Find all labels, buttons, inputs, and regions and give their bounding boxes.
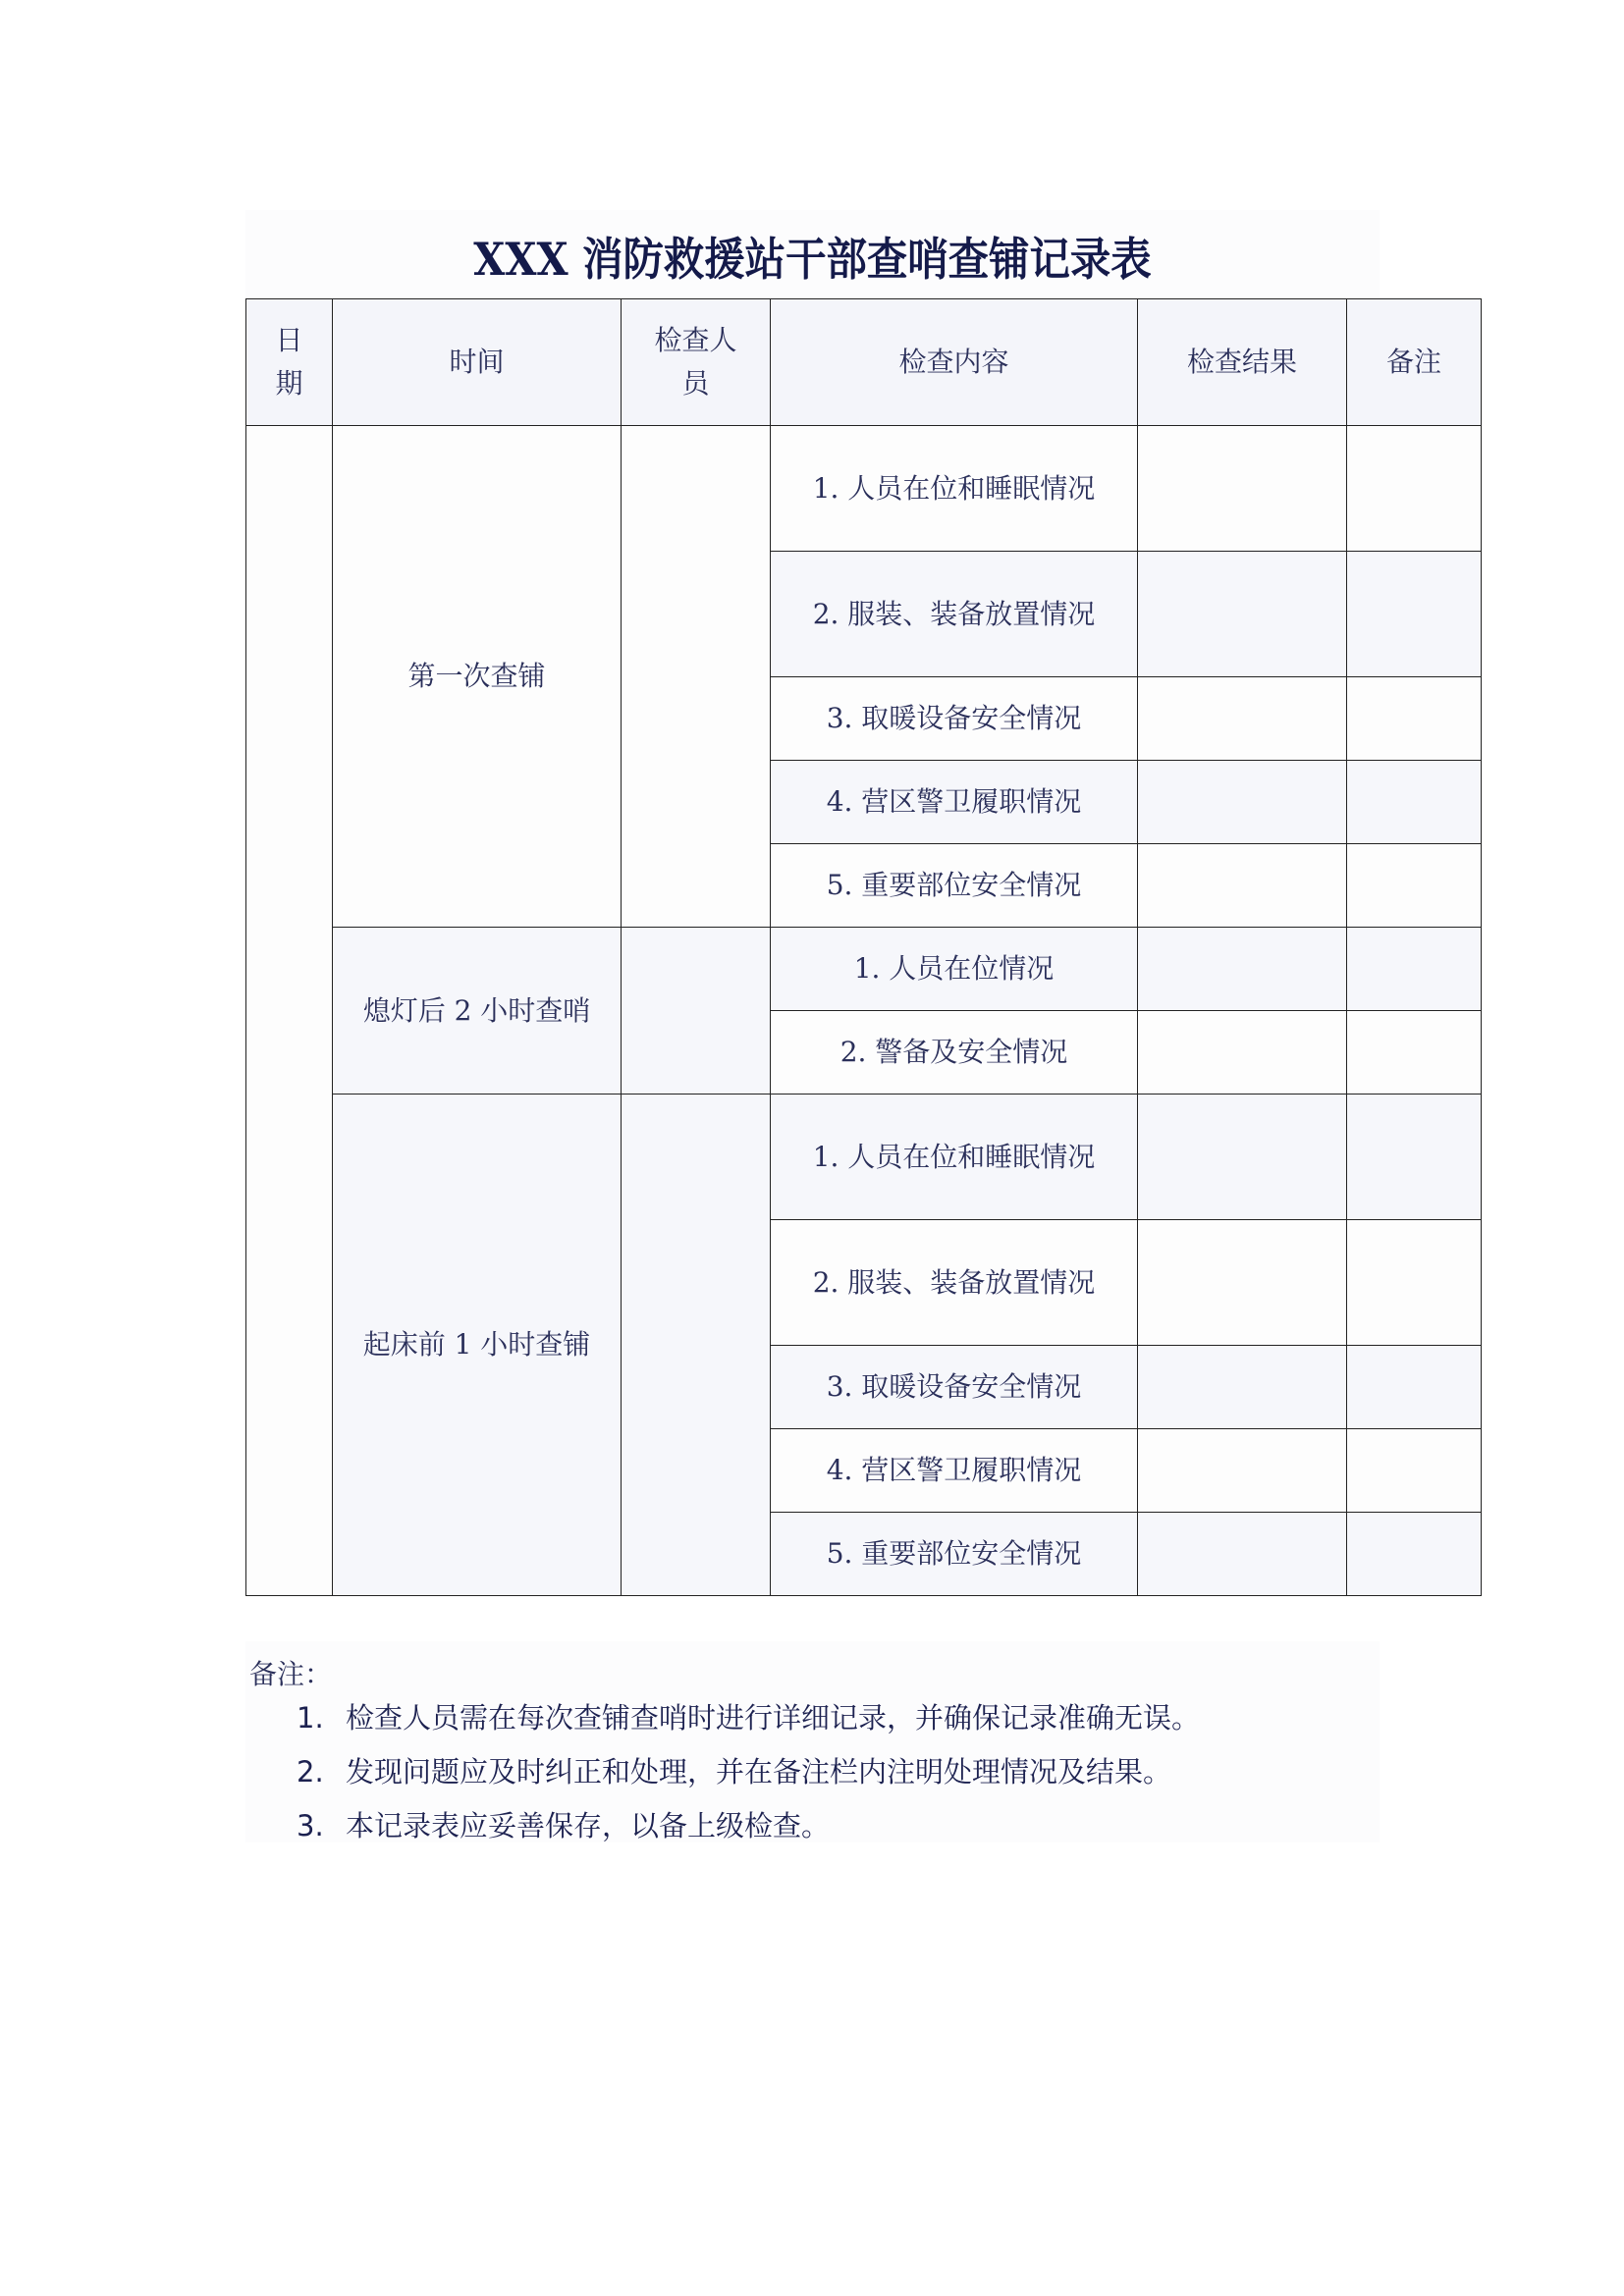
inspector-cell[interactable] <box>622 426 771 928</box>
inspector-cell[interactable] <box>622 928 771 1095</box>
result-cell[interactable] <box>1138 1220 1347 1346</box>
inspection-record-table <box>245 298 1482 1596</box>
remarks-cell[interactable] <box>1347 1429 1482 1513</box>
remarks-cell[interactable] <box>1347 677 1482 761</box>
remarks-cell[interactable] <box>1347 1011 1482 1095</box>
header-result: 检查结果 <box>1138 299 1347 426</box>
content-cell: 4. 营区警卫履职情况 <box>771 761 1138 844</box>
content-cell: 5. 重要部位安全情况 <box>771 1513 1138 1596</box>
time-cell-before-wakeup-check: 起床前 1 小时查铺 <box>333 1095 622 1596</box>
content-cell: 2. 服装、装备放置情况 <box>771 552 1138 677</box>
date-cell[interactable] <box>246 426 333 1596</box>
result-cell[interactable] <box>1138 677 1347 761</box>
header-inspector: 检查人员 <box>622 299 771 426</box>
result-cell[interactable] <box>1138 552 1347 677</box>
content-cell: 3. 取暖设备安全情况 <box>771 677 1138 761</box>
content-cell: 2. 服装、装备放置情况 <box>771 1220 1138 1346</box>
header-remarks: 备注 <box>1347 299 1482 426</box>
content-cell: 5. 重要部位安全情况 <box>771 844 1138 928</box>
content-cell: 2. 警备及安全情况 <box>771 1011 1138 1095</box>
remarks-cell[interactable] <box>1347 426 1482 552</box>
header-time: 时间 <box>333 299 622 426</box>
header-date: 日期 <box>246 299 333 426</box>
page-title: XXX 消防救援站干部查哨查铺记录表 <box>473 233 1152 286</box>
table-row <box>246 928 1482 1011</box>
inspector-cell[interactable] <box>622 1095 771 1596</box>
result-cell[interactable] <box>1138 1011 1347 1095</box>
result-cell[interactable] <box>1138 1429 1347 1513</box>
remarks-cell[interactable] <box>1347 552 1482 677</box>
result-cell[interactable] <box>1138 1513 1347 1596</box>
note-item: 2. 发现问题应及时纠正和处理，并在备注栏内注明处理情况及结果。 <box>297 1755 1172 1789</box>
content-cell: 1. 人员在位情况 <box>771 928 1138 1011</box>
result-cell[interactable] <box>1138 761 1347 844</box>
content-cell: 1. 人员在位和睡眠情况 <box>771 426 1138 552</box>
content-cell: 4. 营区警卫履职情况 <box>771 1429 1138 1513</box>
table-row <box>246 426 1482 552</box>
remarks-cell[interactable] <box>1347 844 1482 928</box>
remarks-cell[interactable] <box>1347 1220 1482 1346</box>
remarks-cell[interactable] <box>1347 1346 1482 1429</box>
note-item: 3. 本记录表应妥善保存，以备上级检查。 <box>297 1809 831 1842</box>
result-cell[interactable] <box>1138 1346 1347 1429</box>
time-cell-lights-out-check: 熄灯后 2 小时查哨 <box>333 928 622 1095</box>
result-cell[interactable] <box>1138 1095 1347 1220</box>
content-cell: 1. 人员在位和睡眠情况 <box>771 1095 1138 1220</box>
result-cell[interactable] <box>1138 426 1347 552</box>
remarks-cell[interactable] <box>1347 1095 1482 1220</box>
result-cell[interactable] <box>1138 928 1347 1011</box>
result-cell[interactable] <box>1138 844 1347 928</box>
time-cell-first-check: 第一次查铺 <box>333 426 622 928</box>
header-content: 检查内容 <box>771 299 1138 426</box>
remarks-cell[interactable] <box>1347 928 1482 1011</box>
content-cell: 3. 取暖设备安全情况 <box>771 1346 1138 1429</box>
notes-title: 备注： <box>249 1658 333 1690</box>
header-row <box>246 299 1482 426</box>
remarks-cell[interactable] <box>1347 761 1482 844</box>
table-row <box>246 1095 1482 1220</box>
note-item: 1. 检查人员需在每次查铺查哨时进行详细记录，并确保记录准确无误。 <box>297 1701 1201 1735</box>
remarks-cell[interactable] <box>1347 1513 1482 1596</box>
